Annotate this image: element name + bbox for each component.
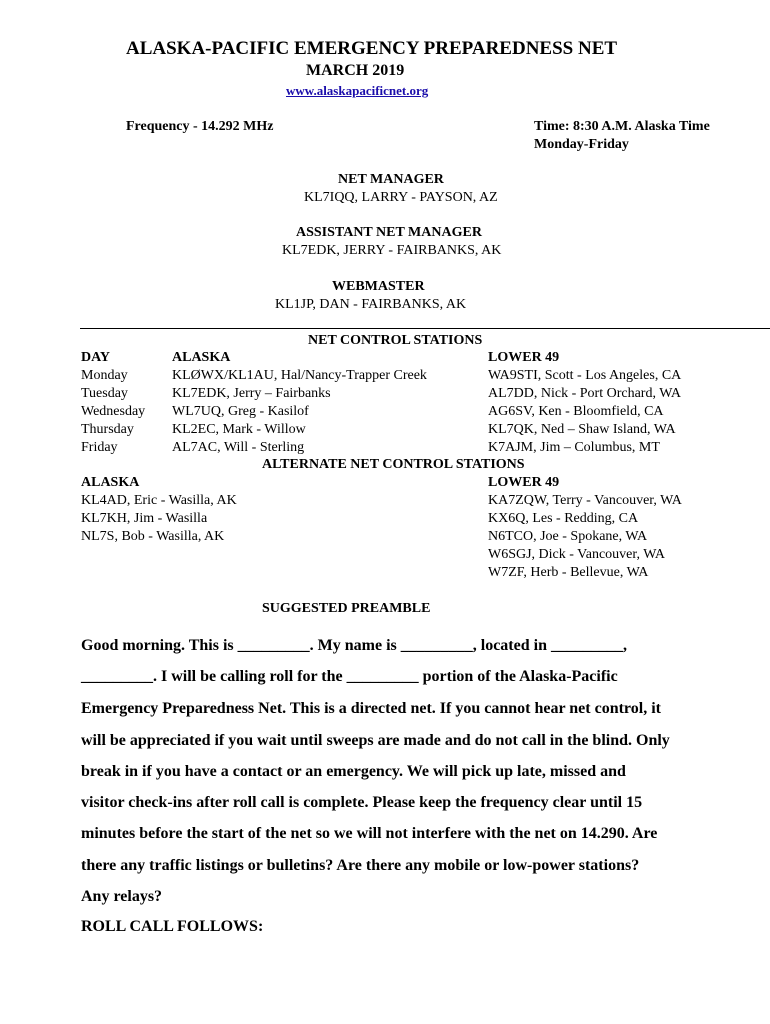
net-manager-heading: NET MANAGER (338, 172, 444, 187)
alt-alaska-item: NL7S, Bob - Wasilla, AK (81, 529, 225, 544)
alt-lower49-item: KX6Q, Les - Redding, CA (488, 511, 639, 526)
ncs-row-day: Thursday (81, 422, 134, 437)
ncs-row-lower49: KL7QK, Ned – Shaw Island, WA (488, 422, 676, 437)
roll-call-heading: ROLL CALL FOLLOWS: (81, 918, 264, 935)
preamble-line: Good morning. This is _________. My name is _________, located in _________, (81, 637, 627, 654)
alt-alaska-item: KL4AD, Eric - Wasilla, AK (81, 493, 237, 508)
alt-lower49-item: N6TCO, Joe - Spokane, WA (488, 529, 648, 544)
webmaster-heading: WEBMASTER (332, 279, 425, 294)
preamble-line: visitor check-ins after roll call is complete. Please keep the frequency clear until 15 (81, 794, 643, 811)
ncs-row-day: Tuesday (81, 386, 128, 401)
website-link[interactable]: www.alaskapacificnet.org (286, 83, 429, 98)
ncs-row-day: Monday (81, 368, 128, 383)
alt-lower49-item: KA7ZQW, Terry - Vancouver, WA (488, 493, 682, 508)
alt-alaska-item: KL7KH, Jim - Wasilla (81, 511, 208, 526)
ncs-row-day: Friday (81, 440, 118, 455)
ncs-col-alaska: ALASKA (172, 350, 231, 365)
ncs-col-lower49: LOWER 49 (488, 350, 560, 365)
time-label: Time: 8:30 A.M. Alaska Time (534, 119, 710, 134)
alt-lower49-item: W7ZF, Herb - Bellevue, WA (488, 565, 649, 580)
webmaster-value: KL1JP, DAN - FAIRBANKS, AK (275, 297, 467, 312)
preamble-line: will be appreciated if you wait until sweeps are made and do not call in the blind. Only (81, 732, 670, 749)
preamble-line: Emergency Preparedness Net. This is a directed net. If you cannot hear net control, it (81, 700, 661, 717)
divider-rule (80, 328, 770, 329)
ncs-row-alaska: WL7UQ, Greg - Kasilof (172, 404, 309, 419)
frequency-label: Frequency - 14.292 MHz (126, 119, 274, 134)
ncs-col-day: DAY (81, 350, 111, 365)
page-title: ALASKA-PACIFIC EMERGENCY PREPAREDNESS NET (126, 38, 618, 59)
ncs-row-lower49: AG6SV, Ken - Bloomfield, CA (488, 404, 664, 419)
preamble-line: Any relays? (81, 888, 163, 905)
preamble-line: _________. I will be calling roll for the _________ portion of the Alaska-Pacific (81, 668, 618, 685)
net-manager-value: KL7IQQ, LARRY - PAYSON, AZ (304, 190, 498, 205)
month-subtitle: MARCH 2019 (306, 62, 405, 79)
ncs-row-day: Wednesday (81, 404, 146, 419)
preamble-line: there any traffic listings or bulletins? Are there any mobile or low-power stations? (81, 857, 640, 874)
alt-col-lower49: LOWER 49 (488, 475, 560, 490)
ncs-row-alaska: AL7AC, Will - Sterling (172, 440, 305, 455)
ncs-row-lower49: AL7DD, Nick - Port Orchard, WA (488, 386, 681, 401)
alternate-ncs-heading: ALTERNATE NET CONTROL STATIONS (262, 457, 525, 472)
assistant-manager-heading: ASSISTANT NET MANAGER (296, 225, 482, 240)
alt-lower49-item: W6SGJ, Dick - Vancouver, WA (488, 547, 666, 562)
ncs-row-alaska: KLØWX/KL1AU, Hal/Nancy-Trapper Creek (172, 368, 427, 383)
assistant-manager-value: KL7EDK, JERRY - FAIRBANKS, AK (282, 243, 502, 258)
ncs-row-alaska: KL2EC, Mark - Willow (172, 422, 306, 437)
ncs-row-lower49: K7AJM, Jim – Columbus, MT (488, 440, 660, 455)
alt-col-alaska: ALASKA (81, 475, 140, 490)
preamble-line: break in if you have a contact or an emergency. We will pick up late, missed and (81, 763, 626, 780)
preamble-heading: SUGGESTED PREAMBLE (262, 601, 431, 616)
ncs-heading: NET CONTROL STATIONS (308, 333, 483, 348)
ncs-row-lower49: WA9STI, Scott - Los Angeles, CA (488, 368, 682, 383)
ncs-row-alaska: KL7EDK, Jerry – Fairbanks (172, 386, 331, 401)
preamble-line: minutes before the start of the net so we will not interfere with the net on 14.290. Are (81, 825, 658, 842)
days-label: Monday-Friday (534, 137, 629, 152)
